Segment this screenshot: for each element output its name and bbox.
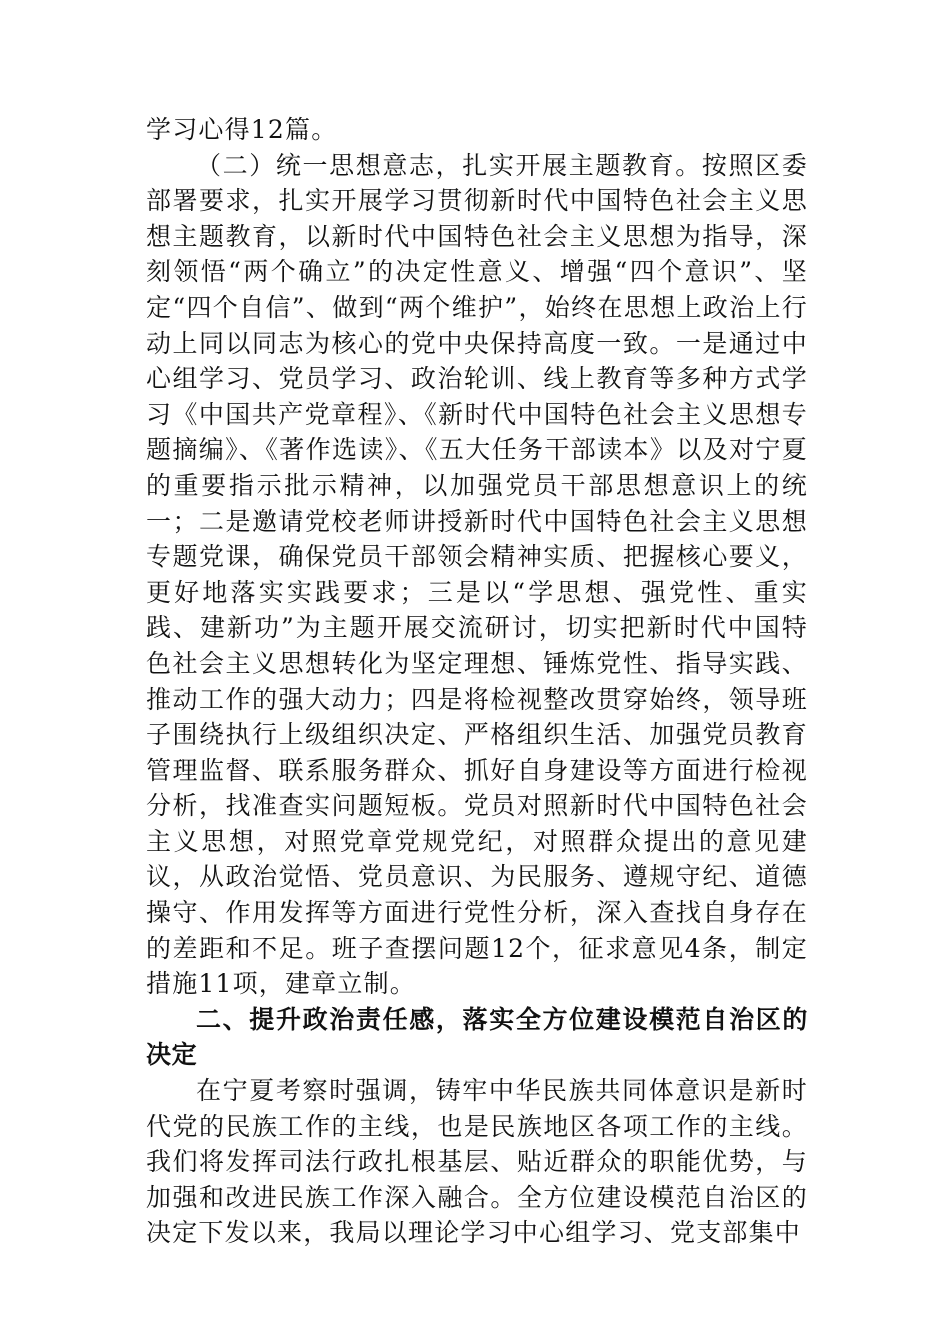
continuation-text: 学习心得12篇。 [146,115,338,144]
section-heading-paragraph: 在宁夏考察时强调，铸牢中华民族共同体意识是新时代党的民族工作的主线，也是民族地区各项工作的主线。我们将发挥司法行政扎根基层、贴近群众的职能优势，与加强和改进民族工作深入融合。全方位建设模范自治区的决定下发以来，我局以理论学习中心组学习、党支部集中 [146,1076,808,1248]
document-body [146,112,808,1251]
section-heading: 二、提升政治责任感，落实全方位建设模范自治区的决定 [146,1004,808,1070]
section-two-paragraph: （二）统一思想意志，扎实开展主题教育。按照区委部署要求，扎实开展学习贯彻新时代中国特色社会主义思想主题教育，以新时代中国特色社会主义思想为指导，深刻领悟“两个确立”的决定性意义、增强“四个意识”、坚定“四个自信”、做到“两个维护”，始终在思想上政治上行动上同以同志为核心的党中央保持高度一致。一是通过中心组学习、党员学习、政治轮训、线上教育等多种方式学习《中国共产党章程》、《新时代中国特色社会主义思想专题摘编》、《著作选读》、《五大任务干部读本》以及对宁夏的重要指示批示精神，以加强党员干部思想意识上的统一；二是邀请党校老师讲授新时代中国特色社会主义思想专题党课，确保党员干部领会精神实质、把握核心要义，更好地落实实践要求；三是以“学思想、强党性、重实践、建新功”为主题开展交流研讨，切实把新时代中国特色社会主义思想转化为坚定理想、锤炼党性、指导实践、推动工作的强大动力；四是将检视整改贯穿始终，领导班子围绕执行上级组织决定、严格组织生活、加强党员教育管理监督、联系服务群众、抓好自身建设等方面进行检视分析，找准查实问题短板。党员对照新时代中国特色社会主义思想，对照党章党规党纪，对照群众提出的意见建议，从政治觉悟、党员意识、为民服务、遵规守纪、道德操守、作用发挥等方面进行党性分析，深入查找自身存在的差距和不足。班子查摆问题12个，征求意见4条，制定措施11项，建章立制。 [146,150,808,999]
